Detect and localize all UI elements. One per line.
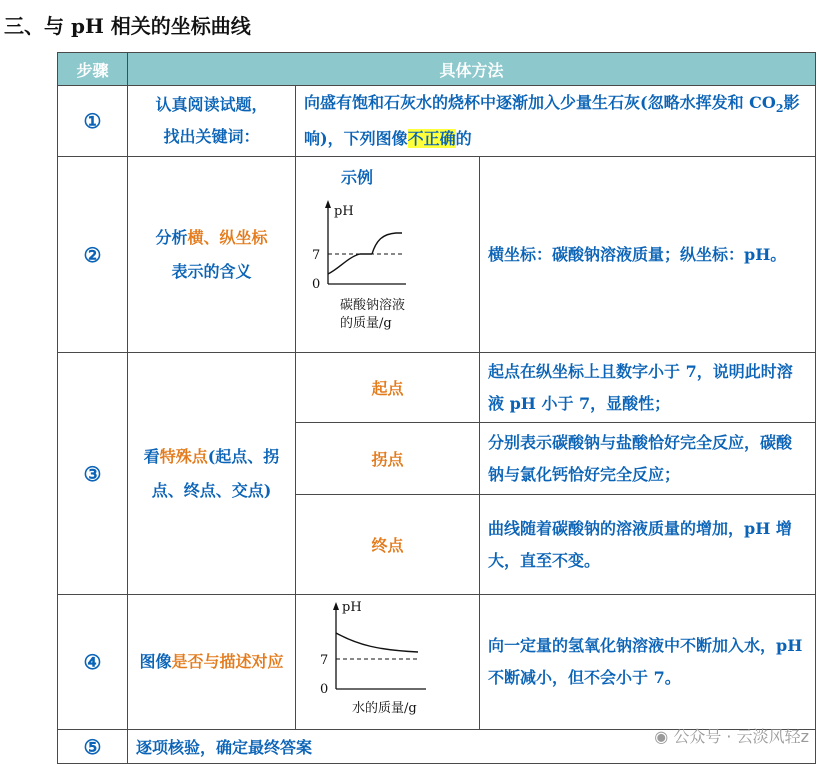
step-text: 找出关键词： [163, 127, 260, 147]
special-point-label: 起点 [296, 353, 480, 423]
step-text: (起点、拐点、终点、交点) [151, 446, 280, 500]
tick-7: 7 [312, 248, 321, 264]
step-keyword: 特殊点 [159, 446, 208, 466]
method-text: 向盛有饱和石灰水的烧杯中逐渐加入少量生石灰(忽略水挥发和 CO [304, 93, 776, 112]
special-point-label: 终点 [296, 495, 480, 595]
x-axis-label: 的质量/g [340, 316, 392, 332]
header-step: 步骤 [58, 53, 128, 86]
step-cell [128, 353, 296, 595]
origin-label: 0 [320, 682, 329, 698]
tick-7: 7 [320, 653, 329, 669]
graph-title: 示例 [341, 168, 374, 188]
step-text: 认真阅读试题， [155, 95, 268, 115]
y-axis-arrow [333, 602, 339, 610]
table-row [58, 157, 816, 353]
step-text: 表示的含义 [171, 261, 252, 281]
watermark-text: 公众号 · 云淡风轻z [673, 727, 809, 746]
special-point-desc: 起点在纵坐标上且数字小于 7，说明此时溶液 pH 小于 7，显酸性； [480, 353, 816, 423]
step-number: ② [58, 157, 128, 353]
step-cell [128, 595, 296, 730]
description-cell: 向一定量的氢氧化钠溶液中不断加入水，pH 不断减小，但不会小于 7。 [480, 595, 816, 730]
curve-start [328, 254, 372, 274]
header-row [58, 53, 816, 86]
x-axis-label: 水的质量/g [352, 701, 417, 717]
header-method: 具体方法 [128, 53, 816, 86]
step-text: 分析 [155, 227, 188, 247]
step-number: ① [58, 86, 128, 157]
subscript-2: 2 [775, 102, 784, 116]
ph-falling-graph [296, 595, 480, 725]
description-cell: 横坐标：碳酸钠溶液质量；纵坐标：pH。 [480, 157, 816, 353]
step-text: 图像 [139, 652, 172, 672]
method-text: 的 [455, 129, 472, 149]
special-point-desc: 曲线随着碳酸钠的溶液质量的增加，pH 增大，直至不变。 [480, 495, 816, 595]
step-keyword: 是否与描述对应 [171, 652, 284, 672]
ph-rising-graph [296, 157, 480, 348]
x-axis-label: 碳酸钠溶液 [340, 298, 406, 314]
example-graph-cell [296, 157, 480, 353]
y-axis-arrow [325, 200, 331, 208]
y-axis-label: pH [334, 204, 354, 220]
special-point-desc: 分别表示碳酸钠与盐酸恰好完全反应，碳酸钠与氯化钙恰好完全反应； [480, 423, 816, 495]
step-keyword: 横、纵坐标 [187, 227, 268, 247]
step-number: ⑤ [58, 730, 128, 764]
watermark [654, 724, 809, 747]
highlighted-keyword: 不正确 [407, 129, 456, 149]
y-axis-label: pH [342, 600, 362, 616]
final-step-cell: 逐项核验，确定最终答案 [128, 730, 816, 764]
table-row [58, 353, 816, 423]
step-number: ④ [58, 595, 128, 730]
curve-falling [336, 633, 418, 652]
special-point-label: 拐点 [296, 423, 480, 495]
table-row [58, 595, 816, 730]
table-row [58, 86, 816, 157]
step-number: ③ [58, 353, 128, 595]
example-graph-cell [296, 595, 480, 730]
method-cell [296, 86, 816, 157]
step-text: 看 [143, 446, 160, 466]
method-table [57, 52, 816, 764]
step-cell [128, 157, 296, 353]
origin-label: 0 [312, 277, 321, 293]
curve-rise [372, 233, 402, 254]
step-cell [128, 86, 296, 157]
section-title: 三、与 pH 相关的坐标曲线 [4, 14, 251, 38]
method-text: 影响)，下列图像 [304, 93, 800, 149]
wechat-icon: ◉ [654, 727, 669, 746]
